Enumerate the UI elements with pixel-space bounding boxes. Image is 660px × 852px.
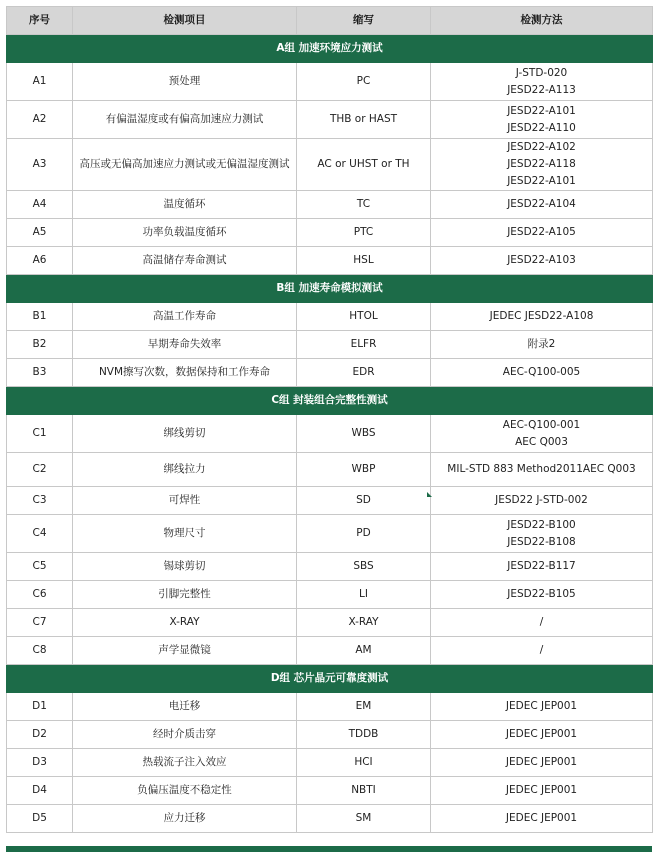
row-method: JEDEC JESD22-A108 [431,303,653,331]
col-header-id: 序号 [7,7,73,35]
table-row [7,777,653,805]
row-item: 温度循环 [73,191,297,219]
row-method: JEDEC JEP001 [431,805,653,833]
table-row [7,487,653,515]
row-method: / [431,609,653,637]
group-title-b: B组 加速寿命模拟测试 [7,275,653,303]
next-group-header-edge [6,846,652,852]
table-row [7,191,653,219]
col-header-abbr: 缩写 [297,7,431,35]
row-id: C4 [7,515,73,553]
table-row [7,553,653,581]
row-item: 锡球剪切 [73,553,297,581]
table-row [7,637,653,665]
row-abbr: EM [297,693,431,721]
table-row [7,219,653,247]
row-abbr: TDDB [297,721,431,749]
test-items-table [6,6,653,833]
row-method [431,63,653,101]
row-id: A3 [7,139,73,191]
group-header-a [7,35,653,63]
row-method [431,101,653,139]
method-line: JESD22-A118 [507,158,576,170]
header-row [7,7,653,35]
method-line: AEC-Q100-001 [502,418,581,431]
method-line: JESD22-B108 [507,535,576,548]
row-id: C5 [7,553,73,581]
table-row [7,247,653,275]
row-abbr: THB or HAST [297,101,431,139]
row-item: 预处理 [73,63,297,101]
row-method: JESD22-A105 [431,219,653,247]
table-row [7,749,653,777]
row-abbr: PTC [297,219,431,247]
group-header-b [7,275,653,303]
row-item: 绑线拉力 [73,453,297,487]
table-row [7,805,653,833]
method-line: JESD22-B100 [507,518,576,531]
row-abbr: HCI [297,749,431,777]
row-id: C7 [7,609,73,637]
table-row [7,415,653,453]
row-abbr: HSL [297,247,431,275]
row-method [431,139,653,191]
table-row [7,581,653,609]
row-abbr: PD [297,515,431,553]
row-id: C1 [7,415,73,453]
row-item: NVM擦写次数，数据保持和工作寿命 [73,359,297,387]
row-method: JESD22 J-STD-002 [431,487,653,515]
row-abbr: TC [297,191,431,219]
method-line: J-STD-020 [515,66,568,79]
col-header-item: 检测项目 [73,7,297,35]
row-abbr: LI [297,581,431,609]
method-line: JESD22-A101 [507,175,576,187]
table-row [7,609,653,637]
row-id: D4 [7,777,73,805]
method-line: JESD22-A110 [507,121,576,134]
row-id: A5 [7,219,73,247]
row-item: 热载流子注入效应 [73,749,297,777]
row-abbr: SBS [297,553,431,581]
row-id: D1 [7,693,73,721]
row-abbr: AM [297,637,431,665]
row-abbr: WBS [297,415,431,453]
row-method: JEDEC JEP001 [431,749,653,777]
row-id: B2 [7,331,73,359]
row-item: 有偏温湿度或有偏高加速应力测试 [73,101,297,139]
group-title-c: C组 封装组合完整性测试 [7,387,653,415]
col-header-method: 检测方法 [431,7,653,35]
row-abbr: WBP [297,453,431,487]
table-row [7,139,653,191]
table-row [7,453,653,487]
row-item: 绑线剪切 [73,415,297,453]
row-item: 经时介质击穿 [73,721,297,749]
row-method: MIL-STD 883 Method2011AEC Q003 [431,453,653,487]
row-abbr: PC [297,63,431,101]
row-method: / [431,637,653,665]
table-row [7,63,653,101]
group-header-c [7,387,653,415]
table-row [7,101,653,139]
row-abbr: SM [297,805,431,833]
row-method: JEDEC JEP001 [431,693,653,721]
row-id: D2 [7,721,73,749]
row-method: JESD22-B105 [431,581,653,609]
row-method: AEC-Q100-005 [431,359,653,387]
group-header-d [7,665,653,693]
row-id: C2 [7,453,73,487]
row-method: JESD22-A104 [431,191,653,219]
row-item: 可焊性 [73,487,297,515]
row-method: 附录2 [431,331,653,359]
row-abbr: ELFR [297,331,431,359]
row-item: 高温工作寿命 [73,303,297,331]
row-id: B3 [7,359,73,387]
row-abbr: HTOL [297,303,431,331]
row-id: A1 [7,63,73,101]
method-line: JESD22-A113 [507,83,576,96]
row-id: B1 [7,303,73,331]
table-row [7,515,653,553]
cell-corner-marker [427,492,432,497]
row-method: JESD22-A103 [431,247,653,275]
row-id: C6 [7,581,73,609]
row-abbr: SD [297,487,431,515]
row-item: 负偏压温度不稳定性 [73,777,297,805]
row-abbr: X-RAY [297,609,431,637]
row-item: X-RAY [73,609,297,637]
row-id: A6 [7,247,73,275]
row-item: 高压或无偏高加速应力测试或无偏温湿度测试 [73,139,297,191]
row-item: 应力迁移 [73,805,297,833]
row-abbr: AC or UHST or TH [297,139,431,191]
row-id: A2 [7,101,73,139]
row-id: A4 [7,191,73,219]
method-line: AEC Q003 [515,435,568,448]
table-row [7,359,653,387]
table-row [7,303,653,331]
table-row [7,721,653,749]
row-method: JESD22-B117 [431,553,653,581]
row-item: 高温储存寿命测试 [73,247,297,275]
row-method: JEDEC JEP001 [431,777,653,805]
row-abbr: NBTI [297,777,431,805]
row-id: C8 [7,637,73,665]
row-method [431,515,653,553]
table-row [7,693,653,721]
row-id: C3 [7,487,73,515]
row-method: JEDEC JEP001 [431,721,653,749]
row-item: 声学显微镜 [73,637,297,665]
row-id: D5 [7,805,73,833]
row-id: D3 [7,749,73,777]
row-abbr: EDR [297,359,431,387]
group-title-d: D组 芯片晶元可靠度测试 [7,665,653,693]
row-item: 早期寿命失效率 [73,331,297,359]
row-item: 电迁移 [73,693,297,721]
row-item: 引脚完整性 [73,581,297,609]
row-item: 功率负载温度循环 [73,219,297,247]
row-item: 物理尺寸 [73,515,297,553]
table-row [7,331,653,359]
row-method [431,415,653,453]
method-line: JESD22-A101 [507,104,576,117]
method-line: JESD22-A102 [507,141,576,153]
group-title-a: A组 加速环境应力测试 [7,35,653,63]
